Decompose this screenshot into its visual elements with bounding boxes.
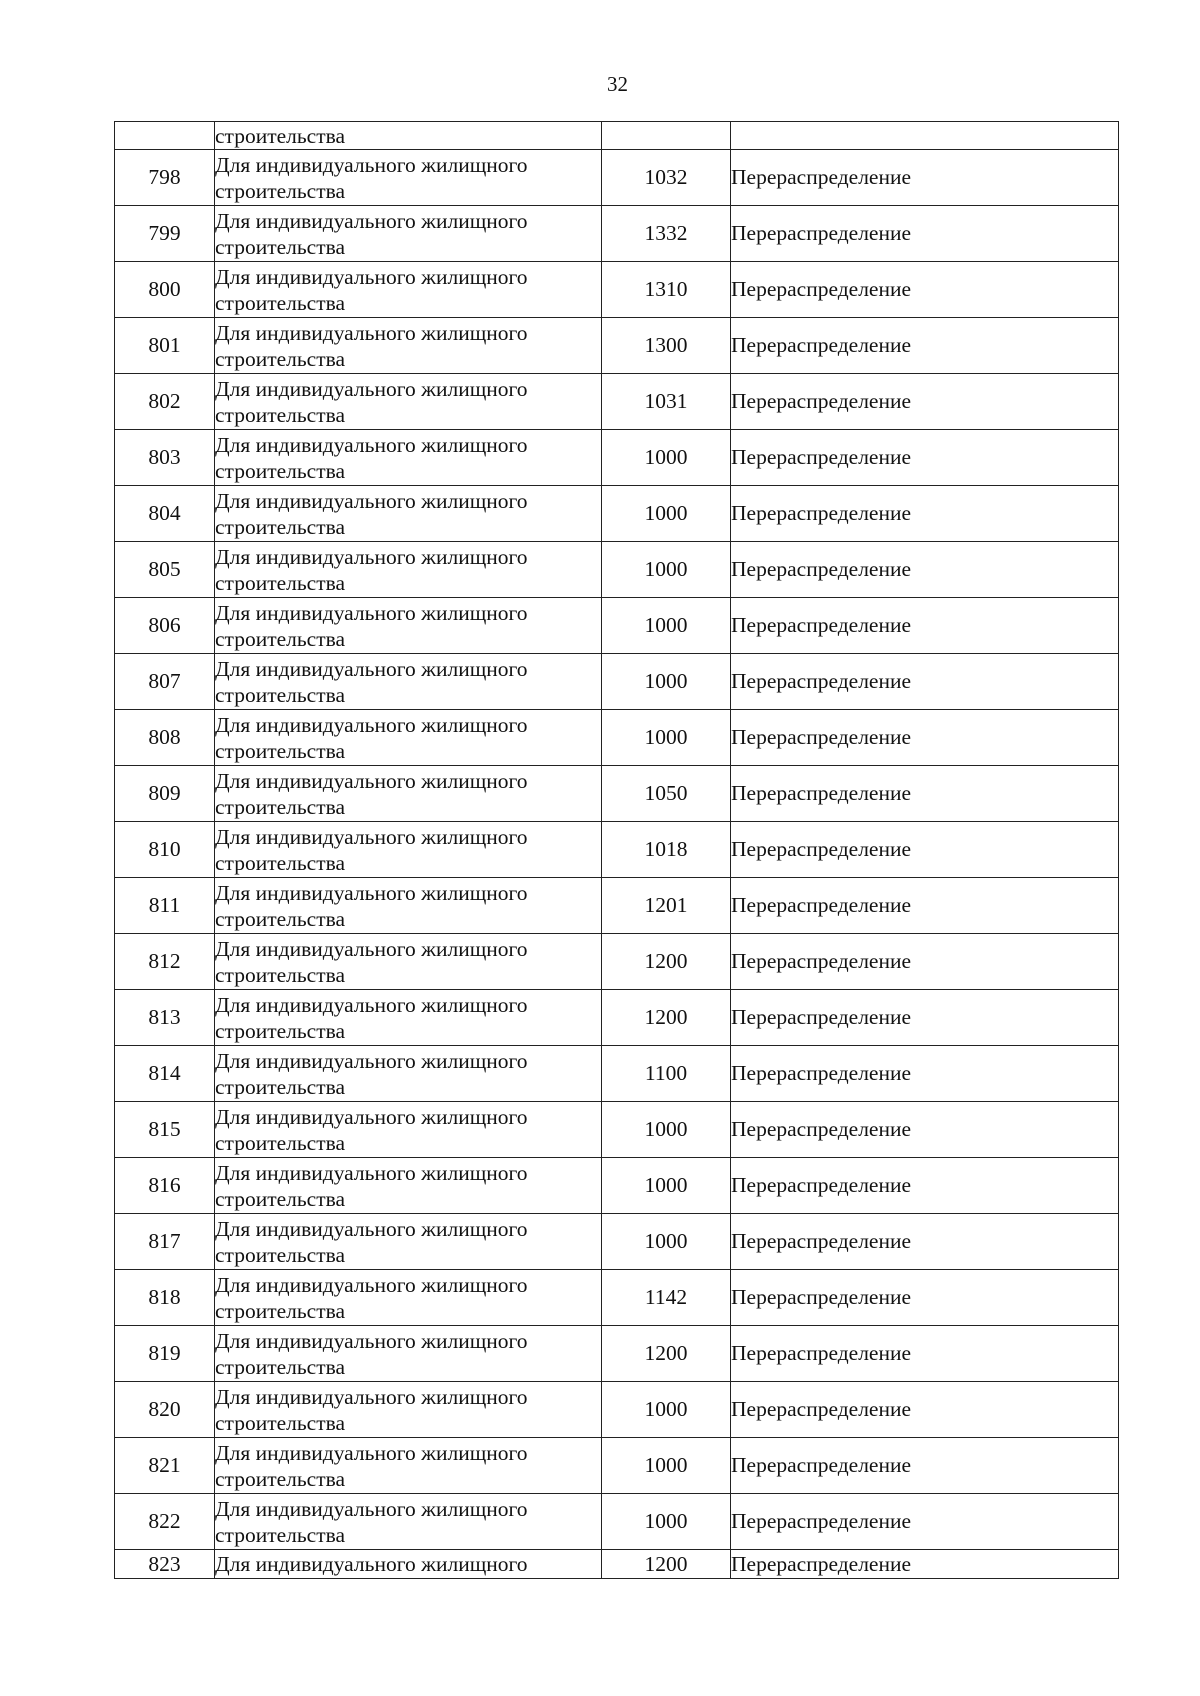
table-row	[115, 1214, 1119, 1270]
table-row	[115, 1158, 1119, 1214]
purpose-cell	[215, 1046, 602, 1102]
purpose-cell	[215, 206, 602, 262]
purpose-cell	[215, 542, 602, 598]
area-cell: 1200	[602, 1550, 731, 1579]
area-cell: 1000	[602, 1438, 731, 1494]
purpose-line-2: строительства	[215, 794, 346, 819]
basis-cell: Перераспределение	[731, 1214, 1119, 1270]
table-row	[115, 206, 1119, 262]
purpose-line-2: строительства	[215, 570, 346, 595]
purpose-cell	[215, 598, 602, 654]
purpose-line-2: строительства	[215, 1074, 346, 1099]
purpose-line-2: строительства	[215, 290, 346, 315]
purpose-cell	[215, 122, 602, 150]
basis-cell: Перераспределение	[731, 1158, 1119, 1214]
row-number-cell: 811	[115, 878, 215, 934]
basis-cell: Перераспределение	[731, 710, 1119, 766]
area-cell: 1332	[602, 206, 731, 262]
purpose-line-1: Для индивидуального жилищного	[215, 1160, 528, 1185]
table-row-last	[115, 1550, 1119, 1579]
purpose-cell	[215, 1438, 602, 1494]
purpose-line-1: Для индивидуального жилищного	[215, 1496, 528, 1521]
row-number-cell: 819	[115, 1326, 215, 1382]
table-row	[115, 374, 1119, 430]
purpose-line-2: строительства	[215, 458, 346, 483]
basis-cell: Перераспределение	[731, 1550, 1119, 1579]
row-number-cell: 806	[115, 598, 215, 654]
area-cell: 1000	[602, 710, 731, 766]
basis-cell: Перераспределение	[731, 1326, 1119, 1382]
purpose-line-2: строительства	[215, 1018, 346, 1043]
row-number-cell: 800	[115, 262, 215, 318]
row-number-cell: 809	[115, 766, 215, 822]
purpose-line-1: Для индивидуального жилищного	[215, 1440, 528, 1465]
purpose-line-2: строительства	[215, 850, 346, 875]
purpose-line-2: строительства	[215, 738, 346, 763]
table-row	[115, 1046, 1119, 1102]
purpose-line-2: строительства	[215, 1298, 346, 1323]
area-cell: 1000	[602, 486, 731, 542]
page-number: 32	[607, 72, 628, 96]
area-cell: 1300	[602, 318, 731, 374]
purpose-line-1: Для индивидуального жилищного	[215, 936, 528, 961]
table-row	[115, 486, 1119, 542]
purpose-line-2: строительства	[215, 682, 346, 707]
purpose-cell	[215, 934, 602, 990]
row-number-cell: 798	[115, 150, 215, 206]
area-cell: 1000	[602, 430, 731, 486]
row-number-cell: 815	[115, 1102, 215, 1158]
purpose-line-1: Для индивидуального жилищного	[215, 152, 528, 177]
row-number-cell: 808	[115, 710, 215, 766]
basis-cell: Перераспределение	[731, 934, 1119, 990]
purpose-line-2: строительства	[215, 1410, 346, 1435]
area-cell: 1201	[602, 878, 731, 934]
table-row	[115, 1326, 1119, 1382]
purpose-line-1: Для индивидуального жилищного	[215, 768, 528, 793]
area-cell: 1200	[602, 1326, 731, 1382]
purpose-cell	[215, 1158, 602, 1214]
area-cell: 1050	[602, 766, 731, 822]
purpose-line-1: Для индивидуального жилищного	[215, 880, 528, 905]
table-row	[115, 934, 1119, 990]
table-row	[115, 1270, 1119, 1326]
purpose-line-1: Для индивидуального жилищного	[215, 264, 528, 289]
land-plots-table	[114, 121, 1119, 1579]
basis-cell: Перераспределение	[731, 1046, 1119, 1102]
basis-cell: Перераспределение	[731, 374, 1119, 430]
purpose-line-2: строительства	[215, 1522, 346, 1547]
area-cell: 1032	[602, 150, 731, 206]
purpose-cell	[215, 1270, 602, 1326]
purpose-line-1: Для индивидуального жилищного	[215, 544, 528, 569]
area-cell: 1000	[602, 1494, 731, 1550]
area-cell: 1031	[602, 374, 731, 430]
purpose-line-2: строительства	[215, 178, 346, 203]
purpose-cell	[215, 430, 602, 486]
basis-cell: Перераспределение	[731, 822, 1119, 878]
table-row	[115, 822, 1119, 878]
area-cell: 1100	[602, 1046, 731, 1102]
basis-cell: Перераспределение	[731, 1270, 1119, 1326]
purpose-line-2: строительства	[215, 626, 346, 651]
purpose-line-1: Для индивидуального жилищного	[215, 824, 528, 849]
row-number-cell	[115, 122, 215, 150]
row-number-cell: 804	[115, 486, 215, 542]
purpose-line-1: Для индивидуального жилищного	[215, 1048, 528, 1073]
basis-cell: Перераспределение	[731, 542, 1119, 598]
area-cell: 1200	[602, 934, 731, 990]
purpose-cell	[215, 318, 602, 374]
basis-cell	[731, 122, 1119, 150]
purpose-line-1: Для индивидуального жилищного	[215, 1272, 528, 1297]
area-cell	[602, 122, 731, 150]
table-row	[115, 430, 1119, 486]
table-row	[115, 150, 1119, 206]
purpose-line-1: Для индивидуального жилищного	[215, 432, 528, 457]
basis-cell: Перераспределение	[731, 1494, 1119, 1550]
row-number-cell: 807	[115, 654, 215, 710]
row-number-cell: 810	[115, 822, 215, 878]
basis-cell: Перераспределение	[731, 766, 1119, 822]
purpose-line-2: строительства	[215, 346, 346, 371]
purpose-line-1: Для индивидуального жилищного	[215, 1216, 528, 1241]
purpose-text: строительства	[215, 123, 346, 148]
row-number-cell: 816	[115, 1158, 215, 1214]
row-number-cell: 822	[115, 1494, 215, 1550]
purpose-line-2: строительства	[215, 906, 346, 931]
purpose-line-2: строительства	[215, 514, 346, 539]
purpose-cell	[215, 654, 602, 710]
row-number-cell: 813	[115, 990, 215, 1046]
area-cell: 1310	[602, 262, 731, 318]
purpose-cell	[215, 990, 602, 1046]
purpose-cell	[215, 1382, 602, 1438]
basis-cell: Перераспределение	[731, 1438, 1119, 1494]
purpose-line-2: строительства	[215, 1186, 346, 1211]
area-cell: 1000	[602, 598, 731, 654]
purpose-line-2: строительства	[215, 1354, 346, 1379]
basis-cell: Перераспределение	[731, 486, 1119, 542]
purpose-line-1: Для индивидуального жилищного	[215, 320, 528, 345]
purpose-cell	[215, 710, 602, 766]
purpose-line-2: строительства	[215, 1130, 346, 1155]
purpose-cell	[215, 822, 602, 878]
row-number-cell: 805	[115, 542, 215, 598]
area-cell: 1200	[602, 990, 731, 1046]
area-cell: 1000	[602, 654, 731, 710]
purpose-line-1: Для индивидуального жилищного	[215, 488, 528, 513]
basis-cell: Перераспределение	[731, 1102, 1119, 1158]
row-number-cell: 820	[115, 1382, 215, 1438]
purpose-cell	[215, 374, 602, 430]
table-row	[115, 542, 1119, 598]
purpose-line-2: строительства	[215, 234, 346, 259]
basis-cell: Перераспределение	[731, 598, 1119, 654]
row-number-cell: 818	[115, 1270, 215, 1326]
purpose-line-1: Для индивидуального жилищного	[215, 1328, 528, 1353]
purpose-line-1: Для индивидуального жилищного	[215, 600, 528, 625]
purpose-line-1: Для индивидуального жилищного	[215, 992, 528, 1017]
purpose-cell	[215, 1494, 602, 1550]
row-number-cell: 799	[115, 206, 215, 262]
basis-cell: Перераспределение	[731, 878, 1119, 934]
table-row	[115, 318, 1119, 374]
basis-cell: Перераспределение	[731, 1382, 1119, 1438]
purpose-line-2: строительства	[215, 1466, 346, 1491]
table-row	[115, 1438, 1119, 1494]
area-cell: 1018	[602, 822, 731, 878]
table-row	[115, 1382, 1119, 1438]
area-cell: 1000	[602, 542, 731, 598]
purpose-cell	[215, 1102, 602, 1158]
table-row-continuation	[115, 122, 1119, 150]
purpose-line-1: Для индивидуального жилищного	[215, 1552, 528, 1576]
table-row	[115, 766, 1119, 822]
table-row	[115, 1102, 1119, 1158]
basis-cell: Перераспределение	[731, 318, 1119, 374]
purpose-cell	[215, 150, 602, 206]
row-number-cell: 812	[115, 934, 215, 990]
table-row	[115, 1494, 1119, 1550]
area-cell: 1000	[602, 1382, 731, 1438]
row-number-cell: 821	[115, 1438, 215, 1494]
purpose-line-1: Для индивидуального жилищного	[215, 656, 528, 681]
purpose-line-1: Для индивидуального жилищного	[215, 712, 528, 737]
row-number-cell: 814	[115, 1046, 215, 1102]
purpose-line-1: Для индивидуального жилищного	[215, 208, 528, 233]
area-cell: 1000	[602, 1214, 731, 1270]
table-row	[115, 990, 1119, 1046]
table-row	[115, 710, 1119, 766]
table-row	[115, 654, 1119, 710]
purpose-cell	[215, 878, 602, 934]
table-row	[115, 598, 1119, 654]
purpose-line-2: строительства	[215, 962, 346, 987]
row-number-cell: 817	[115, 1214, 215, 1270]
purpose-cell	[215, 766, 602, 822]
purpose-cell	[215, 486, 602, 542]
basis-cell: Перераспределение	[731, 206, 1119, 262]
basis-cell: Перераспределение	[731, 430, 1119, 486]
purpose-line-1: Для индивидуального жилищного	[215, 376, 528, 401]
row-number-cell: 803	[115, 430, 215, 486]
table-body	[115, 122, 1119, 1579]
purpose-cell	[215, 1550, 602, 1579]
basis-cell: Перераспределение	[731, 262, 1119, 318]
basis-cell: Перераспределение	[731, 654, 1119, 710]
purpose-cell	[215, 262, 602, 318]
purpose-line-2: строительства	[215, 1242, 346, 1267]
purpose-cell	[215, 1214, 602, 1270]
purpose-line-2: строительства	[215, 402, 346, 427]
basis-cell: Перераспределение	[731, 150, 1119, 206]
table-row	[115, 262, 1119, 318]
row-number-cell: 802	[115, 374, 215, 430]
basis-cell: Перераспределение	[731, 990, 1119, 1046]
purpose-line-1: Для индивидуального жилищного	[215, 1384, 528, 1409]
area-cell: 1000	[602, 1158, 731, 1214]
area-cell: 1142	[602, 1270, 731, 1326]
area-cell: 1000	[602, 1102, 731, 1158]
purpose-line-1: Для индивидуального жилищного	[215, 1104, 528, 1129]
row-number-cell: 823	[115, 1550, 215, 1579]
purpose-cell	[215, 1326, 602, 1382]
table-row	[115, 878, 1119, 934]
row-number-cell: 801	[115, 318, 215, 374]
